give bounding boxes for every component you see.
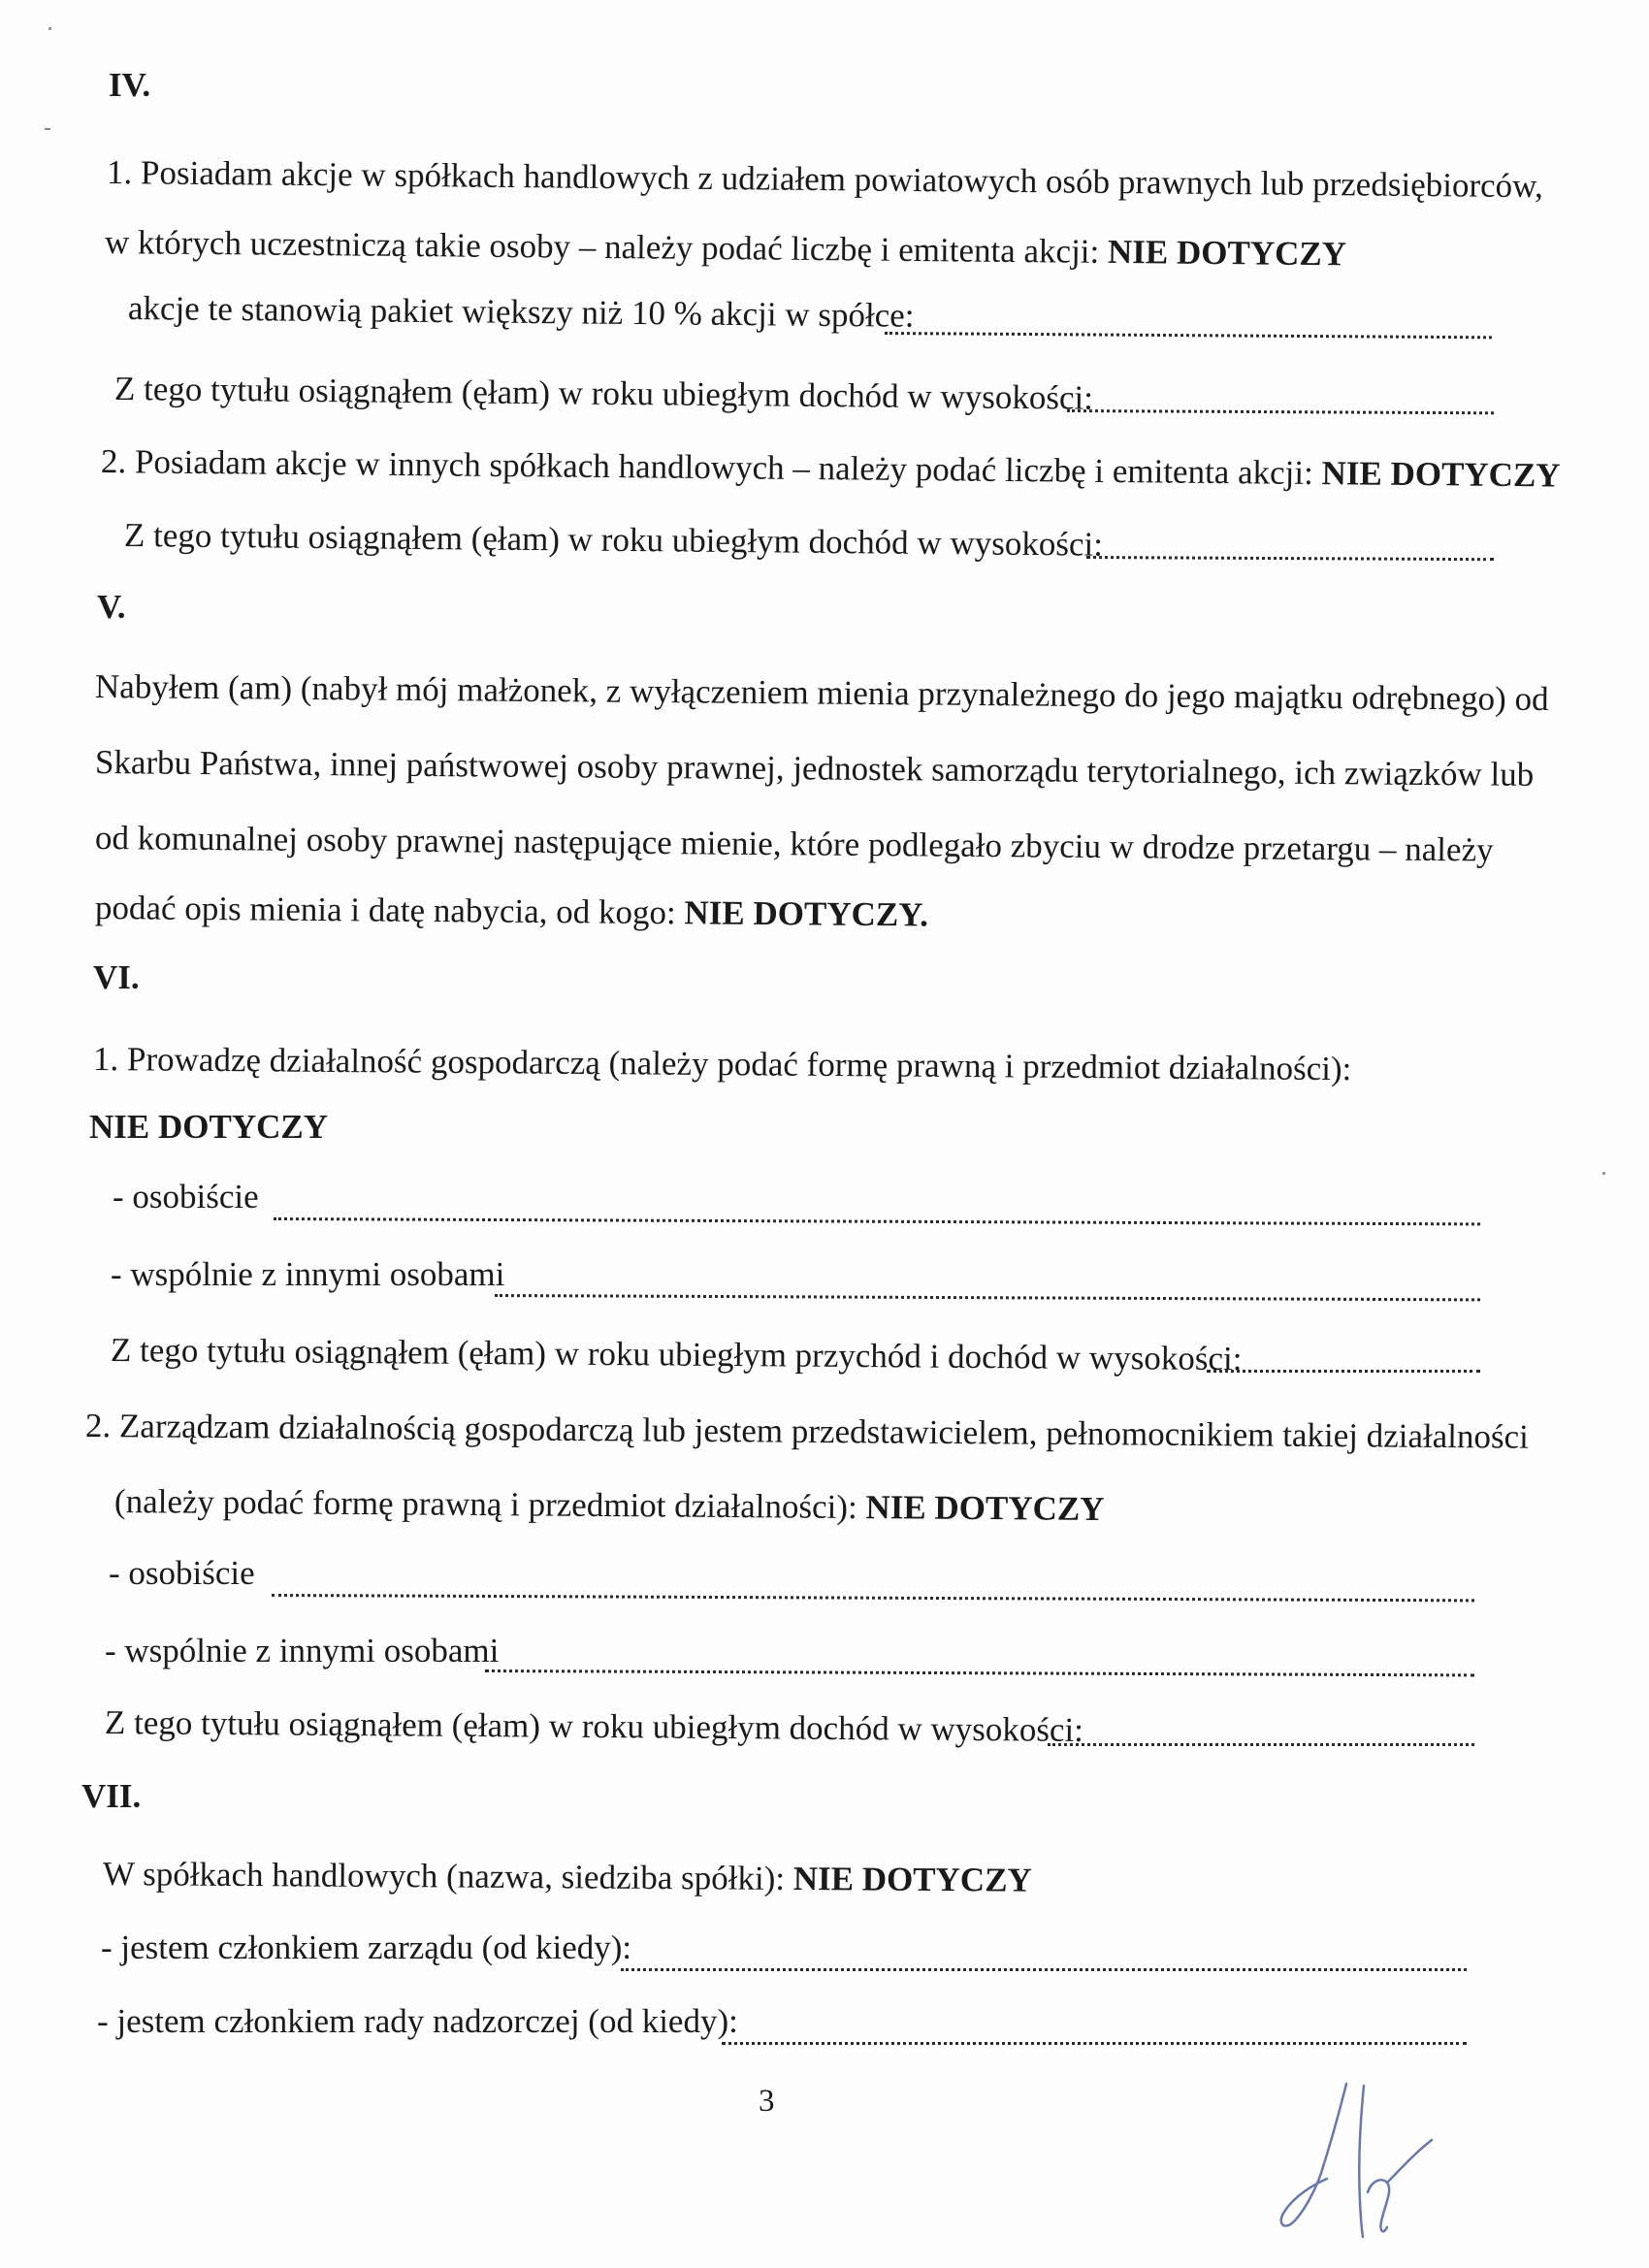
section-v-heading: V. (97, 588, 126, 626)
section-v-line3: od komunalnej osoby prawnej następujące mienie, które podlegało zbyciu w drodze przetargu – należy (94, 819, 1494, 869)
section-vi-item2-line2-text: (należy podać formę prawną i przedmiot działalności): (113, 1482, 857, 1527)
section-vi-item1-line1: 1. Prowadzę działalność gospodarczą (należy podać formę prawną i przedmiot działalności): (92, 1040, 1352, 1088)
section-vi-item2-income: Z tego tytułu osiągnąłem (ęłam) w roku ubiegłym dochód w wysokości: (104, 1703, 1084, 1749)
section-vi-item2-jointly-fill-line[interactable] (485, 1669, 1474, 1676)
section-vi-item2-jointly: - wspólnie z innymi osobami (105, 1632, 500, 1669)
section-v-line2: Skarbu Państwa, innej państwowej osoby prawnej, jednostek samorządu terytorialnego, ich związków lub (94, 743, 1535, 794)
section-iv-item2-line1 (100, 442, 1561, 495)
section-iv-item2-answer: NIE DOTYCZY (1321, 454, 1561, 495)
section-iv-item2-line1-text: 2. Posiadam akcje w innych spółkach handlowych – należy podać liczbę i emitenta akcji: (100, 442, 1314, 492)
scan-speck (1602, 1172, 1605, 1175)
section-vi-item1-personally-fill-line[interactable] (274, 1217, 1480, 1225)
section-vi-item2-personally: - osobiście (109, 1554, 255, 1592)
section-vi-item2-personally-fill-line[interactable] (272, 1594, 1474, 1602)
section-iv-heading: IV. (109, 66, 151, 104)
scan-speck (45, 128, 50, 130)
section-iv-item1-income-fill-line[interactable] (1067, 409, 1494, 414)
section-vi-item2-answer: NIE DOTYCZY (865, 1488, 1105, 1529)
section-v-line1: Nabyłem (am) (nabył mój małżonek, z wyłączeniem mienia przynależnego do jego majątku odrębnego) od (94, 667, 1549, 719)
section-vi-item1-answer: NIE DOTYCZY (89, 1108, 329, 1146)
section-iv-item1-line4: Z tego tytułu osiągnąłem (ęłam) w roku ubiegłym dochód w wysokości: (113, 370, 1094, 417)
section-vii-line1-text: W spółkach handlowych (nazwa, siedziba spółki): (102, 1855, 786, 1897)
section-vii-heading: VII. (81, 1777, 142, 1815)
section-vi-item2-line2 (113, 1482, 1105, 1529)
section-vi-item1-income-fill-line[interactable] (1207, 1370, 1480, 1373)
section-vi-item1-income: Z tego tytułu osiągnąłem (ęłam) w roku ubiegłym przychód i dochód w wysokości: (110, 1331, 1243, 1378)
section-vii-board: - jestem członkiem zarządu (od kiedy): (101, 1928, 632, 1966)
scan-speck (48, 27, 51, 30)
section-iv-item1-line3: akcje te stanowią pakiet większy niż 10 % akcji w spółce: (127, 289, 915, 335)
section-vi-item2-line1: 2. Zarządzam działalnością gospodarczą lub jestem przedstawicielem, pełnomocnikiem takiej działalności (84, 1407, 1529, 1456)
section-vii-supervisory-fill-line[interactable] (722, 2042, 1467, 2045)
section-v-answer: NIE DOTYCZY. (684, 893, 929, 934)
section-vi-item1-jointly: - wspólnie z innymi osobami (111, 1255, 505, 1293)
signature-initials (1271, 2076, 1455, 2246)
section-v-line4 (94, 889, 929, 934)
section-vi-heading: VI. (93, 958, 140, 996)
section-iv-item1-line2-text: w których uczestniczą takie osoby – należy podać liczbę i emitenta akcji: (104, 223, 1100, 271)
section-vii-supervisory: - jestem członkiem rady nadzorczej (od kiedy): (97, 2002, 738, 2040)
section-vii-board-fill-line[interactable] (621, 1968, 1467, 1971)
section-vi-item2-income-fill-line[interactable] (1048, 1743, 1474, 1746)
section-iv-item2-income-fill-line[interactable] (1086, 556, 1494, 561)
section-iv-item2-line2: Z tego tytułu osiągnąłem (ęłam) w roku ubiegłym dochód w wysokości: (123, 516, 1104, 564)
section-iv-item1-line2 (104, 223, 1347, 274)
section-vi-item1-personally: - osobiście (113, 1178, 259, 1215)
section-vi-item1-jointly-fill-line[interactable] (495, 1294, 1480, 1301)
section-iv-item1-line3-fill-line[interactable] (885, 332, 1492, 339)
section-iv-item1-answer: NIE DOTYCZY (1107, 232, 1347, 274)
section-vii-answer: NIE DOTYCZY (792, 1859, 1032, 1899)
section-iv-item1-line1: 1. Posiadam akcje w spółkach handlowych z udziałem powiatowych osób prawnych lub przedsiębiorców, (106, 153, 1544, 206)
page-number: 3 (759, 2084, 775, 2119)
section-v-line4-text: podać opis mienia i datę nabycia, od kogo: (94, 889, 676, 932)
section-vii-line1 (103, 1857, 1032, 1897)
